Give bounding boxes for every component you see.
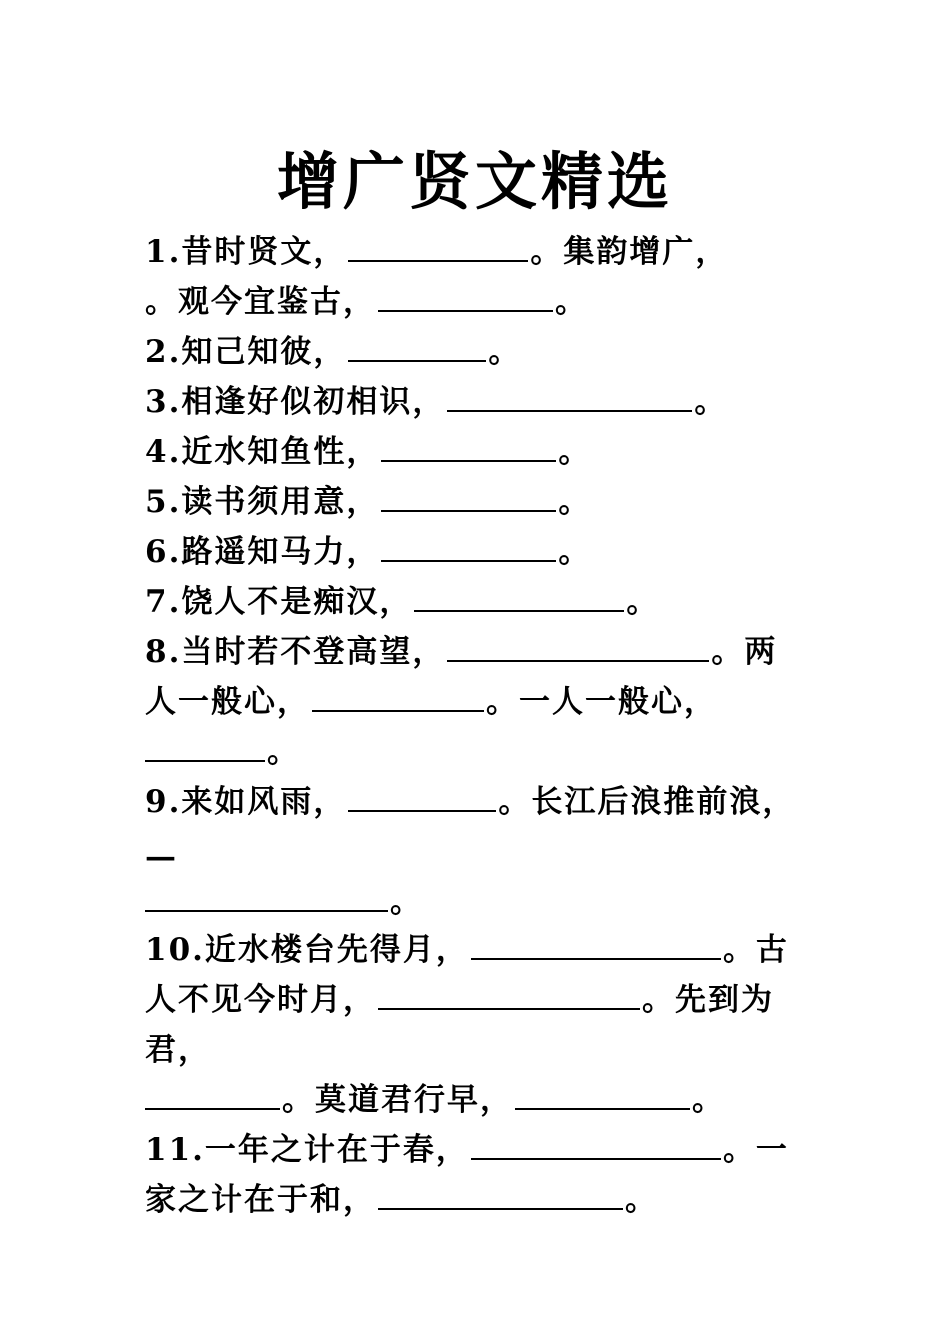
line-text-pre: 10.近水楼台先得月， (145, 932, 469, 968)
line-text-pre: — (145, 839, 178, 875)
line-text-pre: 。观今宜鉴古， (145, 284, 376, 320)
fill-blank[interactable] (471, 1132, 721, 1160)
fill-blank[interactable] (145, 884, 388, 912)
text-line-18 (145, 1078, 725, 1122)
text-line-9 (145, 630, 777, 674)
text-line-15 (145, 928, 789, 972)
fill-blank[interactable] (145, 1082, 280, 1110)
line-text-post: 。一 (722, 1132, 789, 1168)
text-line-20 (145, 1178, 658, 1222)
line-text-post: 。 (694, 384, 728, 420)
fill-blank[interactable] (378, 1182, 623, 1210)
fill-blank[interactable] (471, 932, 721, 960)
text-line-16 (145, 978, 774, 1022)
text-line-13 (145, 835, 178, 879)
line-text-mid: 。莫道君行早， (282, 1082, 513, 1118)
fill-blank[interactable] (348, 234, 528, 262)
line-text-post: 。古 (722, 932, 789, 968)
fill-blank[interactable] (312, 684, 484, 712)
text-line-12 (145, 780, 795, 824)
fill-blank[interactable] (381, 484, 556, 512)
text-line-4 (145, 380, 727, 424)
fill-blank[interactable] (378, 284, 553, 312)
line-text-pre: 君， (145, 1032, 211, 1068)
fill-blank[interactable] (145, 734, 265, 762)
text-line-17 (145, 1028, 211, 1072)
line-text-pre: 家之计在于和， (145, 1182, 376, 1218)
line-text-post: 。 (558, 484, 592, 520)
line-text-mid: 。集韵增广， (530, 234, 729, 270)
fill-blank[interactable] (381, 434, 556, 462)
fill-blank[interactable] (447, 634, 709, 662)
fill-blank[interactable] (447, 384, 692, 412)
line-text-post: 。 (692, 1082, 725, 1118)
line-text-pre: 3.相逢好似初相识， (145, 384, 446, 420)
page-title: 增广贤文精选 (276, 145, 673, 218)
fill-blank[interactable] (381, 534, 556, 562)
line-text-pre: 11.一年之计在于春， (145, 1132, 469, 1168)
line-text-post: 。 (626, 584, 660, 620)
line-text-post: 。 (558, 434, 592, 470)
line-text-pre: 2.知己知彼， (145, 334, 347, 370)
fill-blank[interactable] (414, 584, 624, 612)
fill-blank[interactable] (348, 784, 496, 812)
text-line-7 (145, 530, 591, 574)
text-line-14 (145, 880, 423, 924)
fill-blank[interactable] (348, 334, 486, 362)
fill-blank[interactable] (515, 1082, 690, 1110)
text-line-5 (145, 430, 591, 474)
line-text-pre: 1.昔时贤文， (145, 234, 347, 270)
line-text-post: 。 (625, 1182, 658, 1218)
text-line-6 (145, 480, 591, 524)
fill-blank[interactable] (378, 982, 640, 1010)
line-text-pre: 4.近水知鱼性， (145, 434, 380, 470)
line-text-pre: 6.路遥知马力， (145, 534, 380, 570)
line-text-post: 。先到为 (642, 982, 774, 1018)
line-text-pre: 人一般心， (145, 684, 310, 720)
line-text-pre: 7.饶人不是痴汉， (145, 584, 413, 620)
line-text-pre: 9.来如风雨， (145, 784, 347, 820)
text-line-19 (145, 1128, 789, 1172)
line-text-pre: 8.当时若不登高望， (145, 634, 446, 670)
line-text-post: 。长江后浪推前浪， (498, 784, 796, 820)
line-text-post: 。 (390, 884, 423, 920)
line-text-post: 。 (558, 534, 592, 570)
line-text-pre: 人不见今时月， (145, 982, 376, 1018)
text-line-1 (145, 230, 728, 274)
line-text-post: 。 (555, 284, 588, 320)
line-text-post: 。 (488, 334, 522, 370)
text-line-2 (145, 280, 588, 324)
line-text-pre: 5.读书须用意， (145, 484, 380, 520)
text-line-8 (145, 580, 659, 624)
line-text-post: 。两 (711, 634, 778, 670)
line-text-post: 。一人一般心， (486, 684, 717, 720)
text-line-3 (145, 330, 521, 374)
text-line-11 (145, 730, 300, 774)
text-line-10 (145, 680, 717, 724)
line-text-post: 。 (267, 734, 300, 770)
